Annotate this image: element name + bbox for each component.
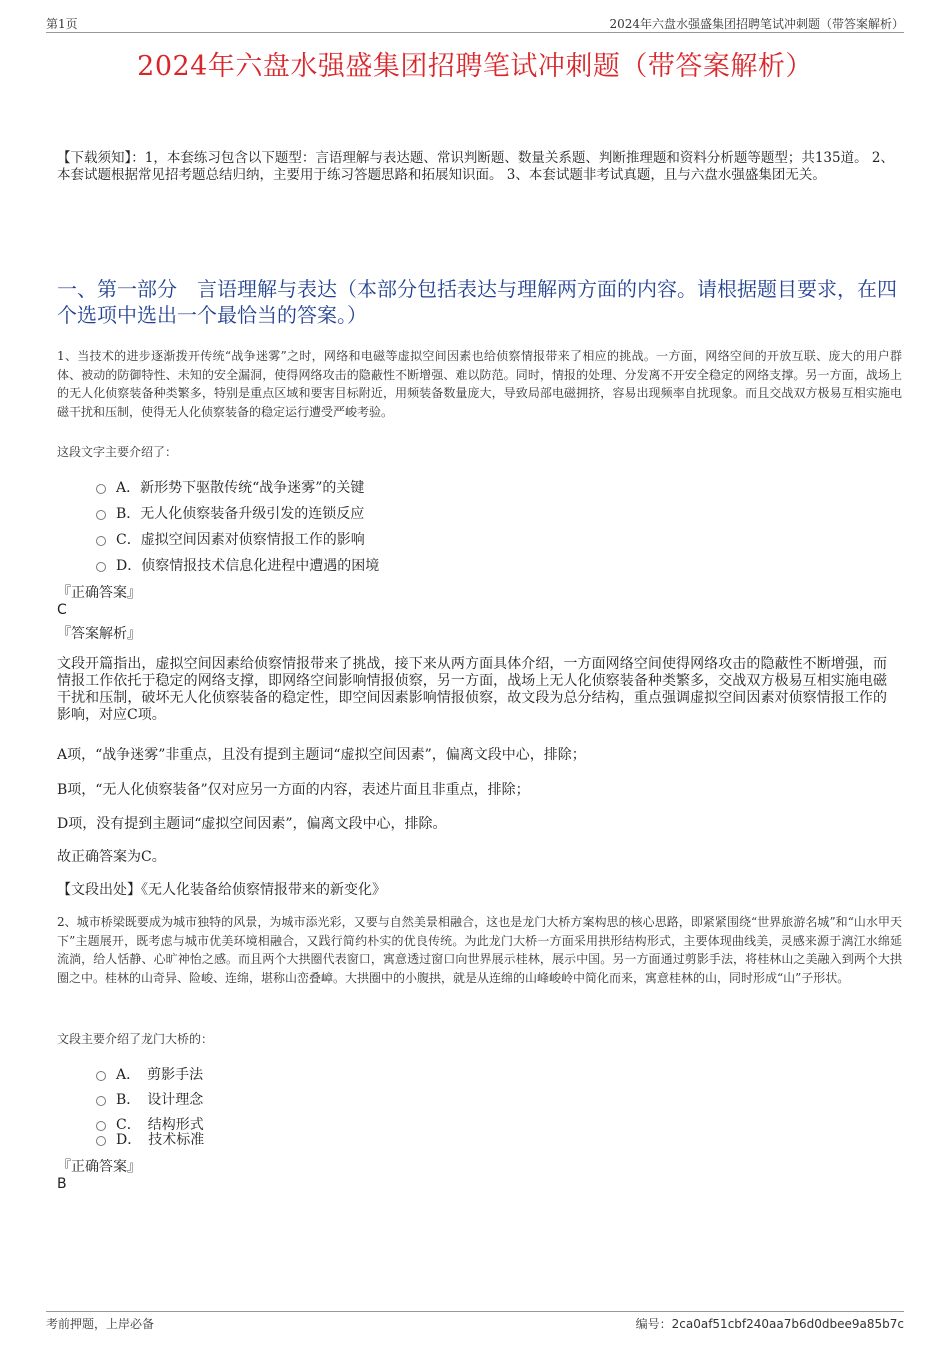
analysis-note-d: D项，没有提到主题词“虚拟空间因素”，偏离文段中心，排除。 — [57, 816, 447, 832]
section-heading: 一、第一部分 言语理解与表达（本部分包括表达与理解两方面的内容。请根据题目要求，在四个选项中选出一个最恰当的答案。） — [57, 277, 897, 327]
question-2-option-d[interactable] — [96, 1129, 204, 1149]
analysis-conclusion: 故正确答案为C。 — [57, 849, 166, 865]
question-2-prompt: 文段主要介绍了龙门大桥的： — [57, 1032, 214, 1046]
question-2-option-b[interactable] — [96, 1089, 203, 1109]
header-divider — [46, 32, 904, 33]
question-1-prompt: 这段文字主要介绍了： — [57, 445, 178, 459]
footer-code-value: 2ca0af51cbf240aa7b6d0dbee9a85b7c — [671, 1317, 904, 1331]
correct-answer-label: 『正确答案』 — [57, 1159, 141, 1175]
analysis-note-a: A项，“战争迷雾”非重点，且没有提到主题词“虚拟空间因素”，偏离文段中心，排除； — [57, 747, 586, 763]
question-1-option-b[interactable] — [96, 503, 364, 523]
option-label: A．新形势下驱散传统“战争迷雾”的关键 — [116, 480, 365, 496]
analysis-note-b: B项，“无人化侦察装备”仅对应另一方面的内容，表述片面且非重点，排除； — [57, 782, 530, 798]
passage-source: 【文段出处】《无人化装备给侦察情报带来的新变化》 — [57, 882, 386, 898]
question-1-text: 1、当技术的进步逐渐拨开传统“战争迷雾”之时，网络和电磁等虚拟空间因素也给侦察情报带来了相应的挑战。一方面，网络空间的开放互联、庞大的用户群体、被动的防御特性、未知的安全漏洞，使得网络攻击的隐蔽性不断增强、难以防范。同时，情报的处理、分发离不开安全稳定的网络支撑。另一方面，战场上的无人化侦察装备种类繁多，特别是重点区域和要害目标附近，用频装备数量庞大，导致局部电磁拥挤，容易出现频率自扰现象。而且交战双方极易互相实施电磁干扰和压制，使得无人化侦察装备的稳定运行遭受严峻考验。 — [57, 349, 902, 419]
page-number: 第1页 — [46, 17, 78, 31]
correct-answer-label: 『正确答案』 — [57, 585, 141, 601]
radio-icon[interactable] — [96, 510, 106, 520]
option-label: C． 结构形式 — [116, 1117, 204, 1133]
radio-icon[interactable] — [96, 562, 106, 572]
question-1-option-a[interactable] — [96, 477, 364, 497]
option-label: C．虚拟空间因素对侦察情报工作的影响 — [116, 532, 365, 548]
radio-icon[interactable] — [96, 1096, 106, 1106]
option-label: D．侦察情报技术信息化进程中遭遇的困境 — [116, 558, 380, 574]
question-1-option-d[interactable] — [96, 555, 379, 575]
question-1-option-c[interactable] — [96, 529, 365, 549]
option-label: B．无人化侦察装备升级引发的连锁反应 — [116, 506, 365, 522]
question-2-text: 2、城市桥梁既要成为城市独特的风景，为城市添光彩，又要与自然美景相融合，这也是龙门大桥方案构思的核心思路，即紧紧围绕“世界旅游名城”和“山水甲天下”主题展开，既考虑与城市优美环境相融合，又践行简约朴实的优良传统。为此龙门大桥一方面采用拱形结构形式，主要体现曲线美，灵感来源于漓江水绵延流淌，给人恬静、心旷神怡之感。而且两个大拱圈代表窗口，寓意透过窗口向世界展示桂林，展示中国。另一方面通过剪影手法，将桂林山之美融入到两个大拱圈之中。桂林的山奇异、险峻、连绵，堪称山峦叠嶂。大拱圈中的小腹拱，就是从连绵的山峰峻岭中简化而来，寓意桂林的山，同时形成“山”子形状。 — [57, 915, 902, 985]
download-notice: 【下载须知】：1，本套练习包含以下题型：言语理解与表达题、常识判断题、数量关系题、判断推理题和资料分析题等题型；共135道。 2、本套试题根据常见招考题总结归纳，主要用于练习答题思路和拓展知识面。 3、本套试题非考试真题，且与六盘水强盛集团无关。 — [57, 150, 894, 183]
option-label: D． 技术标准 — [116, 1132, 205, 1148]
correct-answer-value: B — [57, 1176, 67, 1192]
analysis-text: 文段开篇指出，虚拟空间因素给侦察情报带来了挑战，接下来从两方面具体介绍，一方面网络空间使得网络攻击的隐蔽性不断增强，而情报工作依托于稳定的网络支撑，即网络空间影响情报侦察，另一方面，战场上无人化侦察装备种类繁多，交战双方极易互相实施电磁干扰和压制，破坏无人化侦察装备的稳定性，即空间因素影响情报侦察，故文段为总分结构，重点强调虚拟空间因素对侦察情报工作的影响，对应C项。 — [57, 656, 887, 723]
footer-slogan: 考前押题，上岸必备 — [46, 1317, 155, 1331]
question-2-option-a[interactable] — [96, 1064, 203, 1084]
analysis-label: 『答案解析』 — [57, 626, 141, 642]
document-title: 2024年六盘水强盛集团招聘笔试冲刺题（带答案解析） — [137, 51, 813, 82]
footer-divider — [46, 1311, 904, 1312]
footer-code — [636, 1315, 904, 1332]
running-header-title: 2024年六盘水强盛集团招聘笔试冲刺题（带答案解析） — [609, 17, 904, 31]
correct-answer-value: C — [57, 602, 67, 618]
footer-code-label: 编号： — [635, 1317, 672, 1331]
option-label: A． 剪影手法 — [116, 1067, 204, 1083]
option-label: B． 设计理念 — [116, 1092, 204, 1108]
radio-icon[interactable] — [96, 484, 106, 494]
radio-icon[interactable] — [96, 1071, 106, 1081]
radio-icon[interactable] — [96, 536, 106, 546]
radio-icon[interactable] — [96, 1136, 106, 1146]
